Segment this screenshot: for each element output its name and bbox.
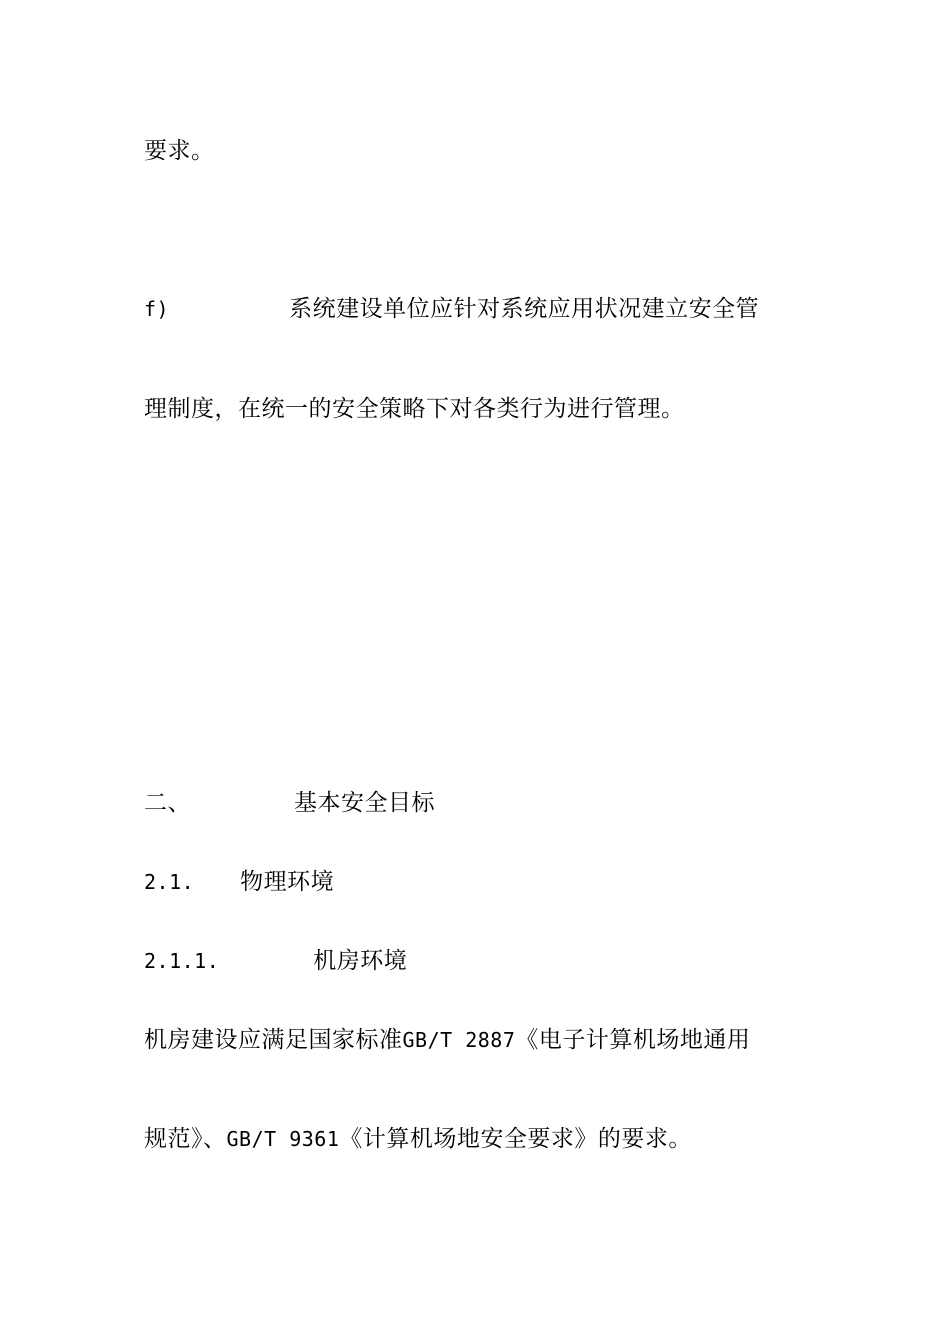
section-heading-2 <box>144 788 435 818</box>
subsubsection-title: 机房环境 <box>313 948 408 974</box>
subsubsection-number: 2.1.1. <box>144 949 220 973</box>
paragraph-text-c: 《电子计算机场地通用 <box>515 1027 751 1053</box>
paragraph-text-d: 规范》、 <box>144 1126 227 1152</box>
subsection-number: 2.1. <box>144 870 195 894</box>
list-marker: f) <box>144 297 170 321</box>
continuation-text <box>144 136 215 166</box>
subsection-title: 物理环境 <box>240 869 335 895</box>
paragraph-line-2 <box>144 1124 692 1154</box>
list-item-text-line2: 理制度，在统一的安全策略下对各类行为进行管理。 <box>144 396 685 422</box>
paragraph-text-a: 机房建设应满足国家标准 <box>144 1027 403 1053</box>
list-item-f <box>144 294 759 324</box>
section-heading-2-1-1 <box>144 946 407 976</box>
paragraph-line-1 <box>144 1025 750 1055</box>
section-title: 基本安全目标 <box>294 790 435 816</box>
section-number: 二、 <box>144 790 191 816</box>
section-heading-2-1 <box>144 867 334 897</box>
standard-code-2: GB/T 9361 <box>226 1127 340 1151</box>
list-item-text-line1: 系统建设单位应针对系统应用状况建立安全管 <box>289 296 760 322</box>
paragraph-text-e: 《计算机场地安全要求》的要求。 <box>339 1126 692 1152</box>
continuation-text-content: 要求。 <box>144 138 215 164</box>
standard-code-1: GB/T 2887 <box>402 1028 516 1052</box>
list-item-f-continuation <box>144 394 685 424</box>
